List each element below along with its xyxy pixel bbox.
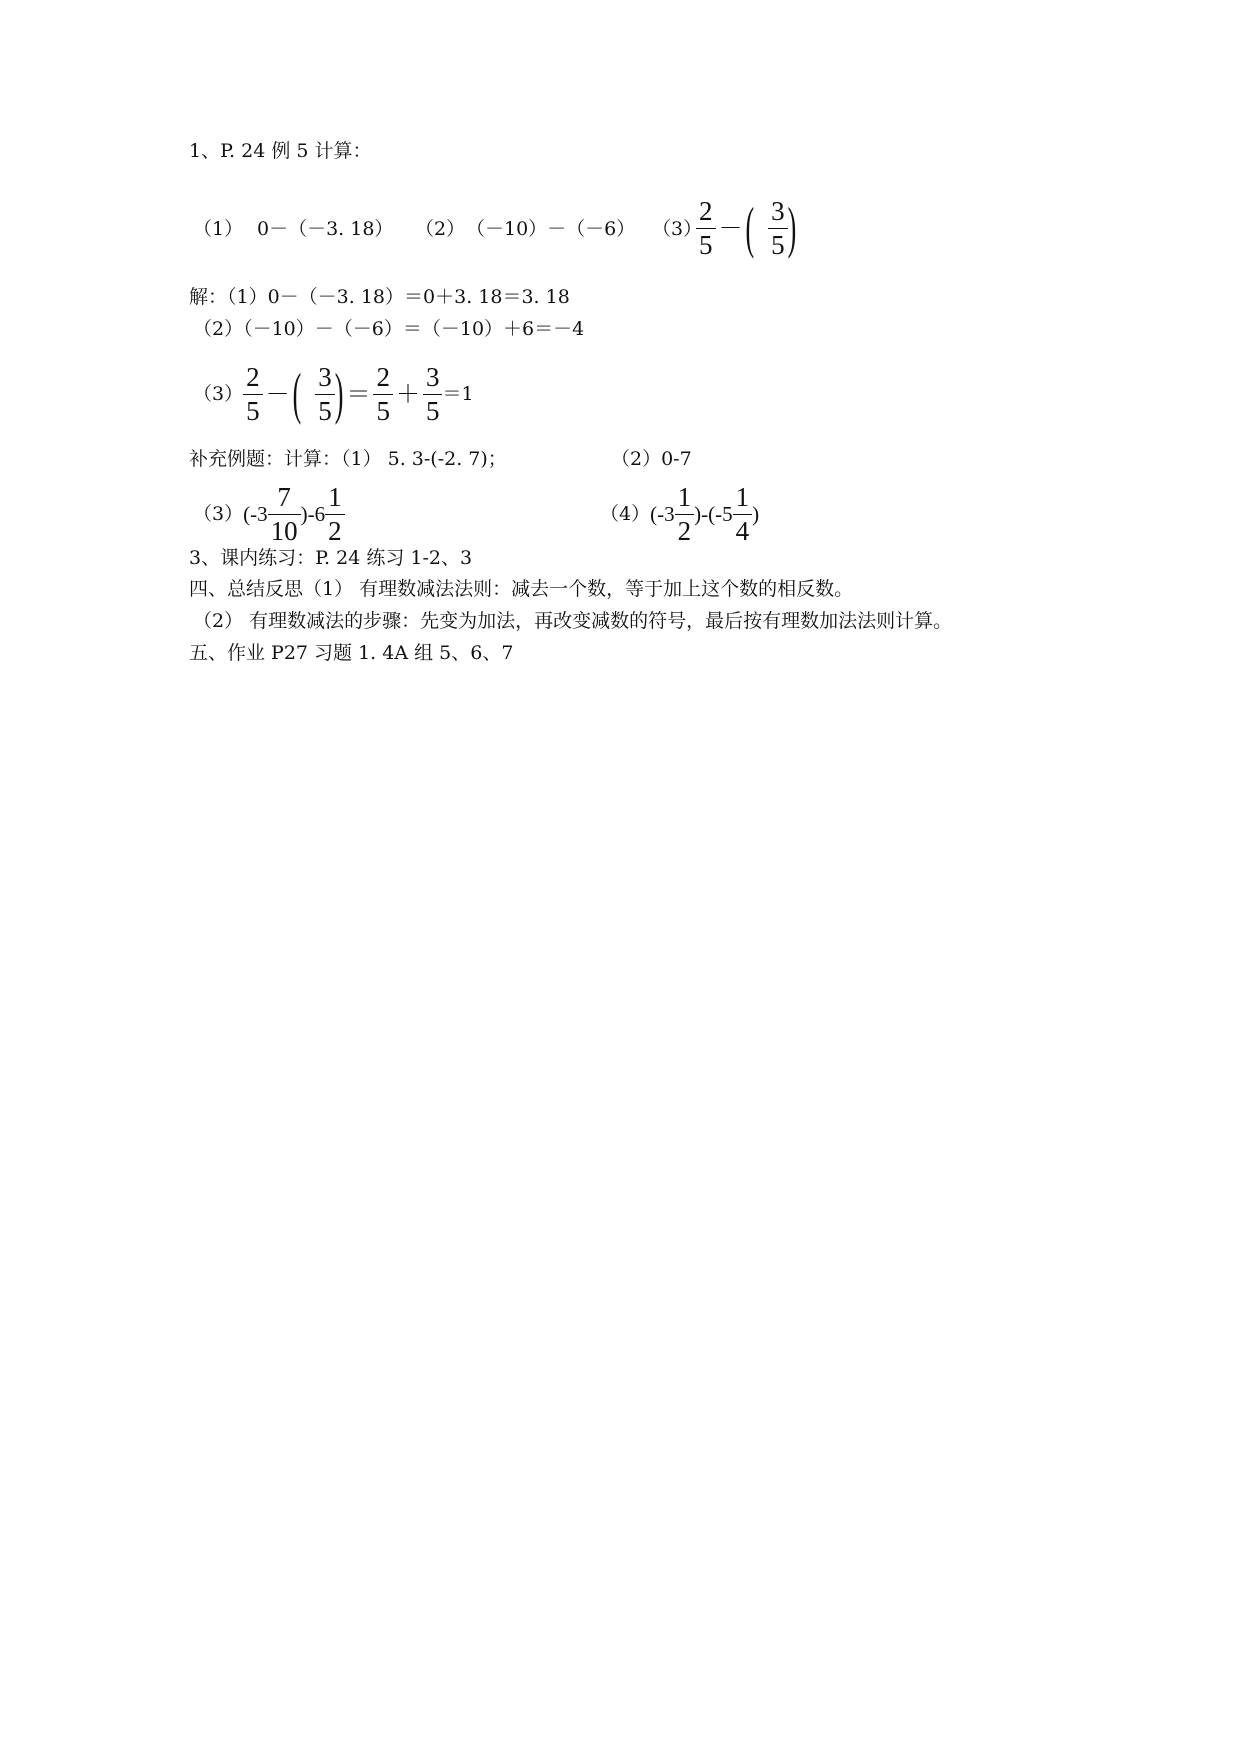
minus-sign: －	[265, 381, 290, 408]
problem-3-expression	[696, 195, 797, 260]
fraction: $\frac{3}{5}$	[315, 364, 335, 425]
left-paren: (	[292, 361, 302, 426]
supplementary-problem-2: （2）0-7	[611, 448, 692, 470]
expression-part: (-3	[650, 502, 675, 526]
equals-sign: ＝	[346, 381, 371, 408]
summary-rule: 四、总结反思（1） 有理数减法法则：减去一个数，等于加上这个数的相反数。	[189, 578, 854, 600]
fraction: $\frac{1}{4}$	[733, 484, 753, 545]
problem-1-label: （1）	[193, 218, 244, 240]
solution-3-label: （3）	[193, 383, 244, 405]
plus-sign: ＋	[395, 381, 420, 408]
supplementary-problem-4	[600, 484, 759, 545]
expression-part: (-3	[243, 502, 268, 526]
solution-2: （2）（－10）－（－6）＝（－10）＋6＝－4	[193, 318, 585, 340]
fraction: $\frac{1}{2}$	[675, 484, 695, 545]
right-paren: )	[787, 195, 797, 260]
fraction: $\frac{1}{2}$	[325, 484, 345, 545]
left-paren: (	[745, 195, 755, 260]
expression-part: )-6	[300, 502, 326, 526]
summary-steps: （2） 有理数减法的步骤：先变为加法，再改变减数的符号，最后按有理数加法法则计算。	[193, 610, 953, 632]
right-paren: )	[334, 361, 344, 426]
fraction: $\frac{7}{10}$	[268, 484, 301, 545]
solution-1: 解：（1）0－（－3. 18）＝0＋3. 18＝3. 18	[189, 286, 570, 308]
problem-1-expression: 0－（－3. 18）	[257, 218, 394, 240]
problem-label: （3）	[193, 503, 244, 525]
fraction: $\frac{3}{5}$	[768, 198, 788, 259]
problem-2-expression: （－10）－（－6）	[466, 218, 636, 240]
solution-3	[193, 361, 474, 426]
fraction: $\frac{2}{5}$	[696, 198, 716, 259]
example-5-heading: 1、P. 24 例 5 计算：	[189, 140, 372, 162]
homework: 五、作业 P27 习题 1. 4A 组 5、6、7	[189, 642, 514, 664]
supplementary-problem-3	[193, 484, 345, 545]
result: ＝1	[442, 383, 474, 405]
problem-3-label: （3）	[652, 218, 703, 240]
expression-part: )	[752, 502, 760, 526]
fraction: $\frac{2}{5}$	[243, 364, 263, 425]
in-class-practice: 3、课内练习：P. 24 练习 1-2、3	[189, 547, 473, 569]
problem-label: （4）	[600, 503, 651, 525]
problem-2-label: （2）	[415, 218, 466, 240]
supplementary-examples: 补充例题：计算：（1） 5. 3-(-2. 7)；	[189, 448, 507, 470]
expression-part: )-(-5	[694, 502, 733, 526]
fraction: $\frac{2}{5}$	[373, 364, 393, 425]
fraction: $\frac{3}{5}$	[423, 364, 443, 425]
minus-sign: －	[718, 215, 743, 242]
